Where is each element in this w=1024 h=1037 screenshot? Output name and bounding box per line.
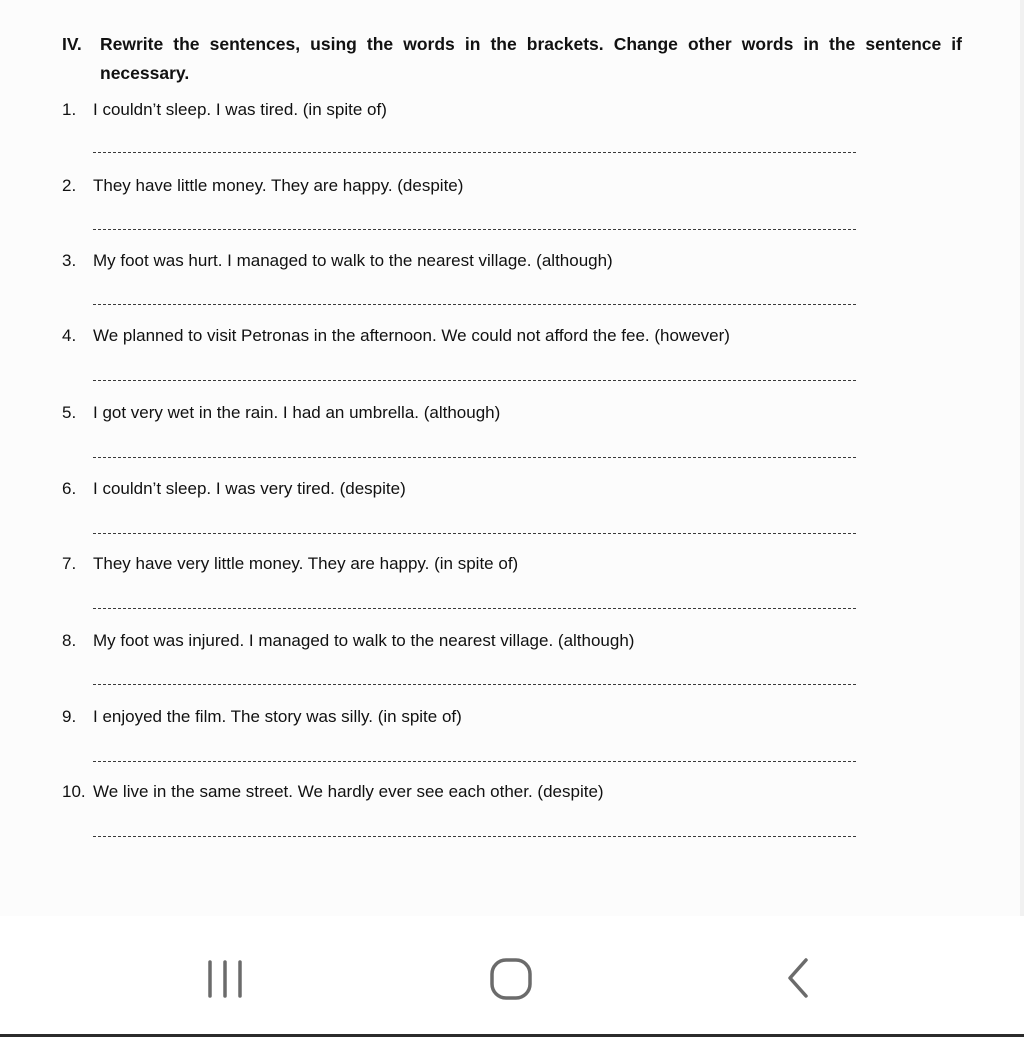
question-number: 5. <box>62 403 77 422</box>
answer-line[interactable] <box>93 457 856 458</box>
answer-line[interactable] <box>93 304 856 305</box>
question-number: 2. <box>62 176 77 195</box>
question-number: 7. <box>62 554 77 573</box>
home-button[interactable] <box>481 952 541 1012</box>
home-icon <box>481 952 541 1012</box>
answer-line[interactable] <box>93 761 856 762</box>
question-text: I couldn’t sleep. I was tired. (in spite of) <box>93 100 387 119</box>
question-number: 3. <box>62 251 77 270</box>
exercise-number: IV. <box>62 34 82 54</box>
back-button[interactable] <box>770 952 830 1012</box>
question-number: 10. <box>62 782 86 801</box>
question-number: 8. <box>62 631 77 650</box>
question-text: My foot was hurt. I managed to walk to the nearest village. (although) <box>93 251 613 270</box>
question-text: I got very wet in the rain. I had an umbrella. (although) <box>93 403 501 422</box>
question-text: They have very little money. They are happy. (in spite of) <box>93 554 519 573</box>
system-navigation-bar <box>0 916 1024 1034</box>
question-text: They have little money. They are happy. (despite) <box>93 176 464 195</box>
question-text: I couldn’t sleep. I was very tired. (despite) <box>93 479 406 498</box>
question-text: We live in the same street. We hardly ever see each other. (despite) <box>93 782 604 801</box>
answer-line[interactable] <box>93 533 856 534</box>
question-text: My foot was injured. I managed to walk to the nearest village. (although) <box>93 631 635 650</box>
exercise-instruction: Rewrite the sentences, using the words in the brackets. Change other words in the sentence if necessary. <box>100 34 962 83</box>
back-icon <box>770 952 830 1012</box>
answer-line[interactable] <box>93 836 856 837</box>
answer-line[interactable] <box>93 229 856 230</box>
question-number: 4. <box>62 326 77 345</box>
exercise-heading <box>62 30 962 88</box>
recent-apps-button[interactable] <box>196 952 256 1012</box>
question-text: I enjoyed the film. The story was silly. (in spite of) <box>93 707 462 726</box>
question-text: We planned to visit Petronas in the afternoon. We could not afford the fee. (however) <box>93 326 730 345</box>
answer-line[interactable] <box>93 684 856 685</box>
answer-line[interactable] <box>93 152 856 153</box>
question-number: 6. <box>62 479 77 498</box>
answer-line[interactable] <box>93 608 856 609</box>
recent-apps-icon <box>196 952 256 1012</box>
question-number: 9. <box>62 707 77 726</box>
answer-line[interactable] <box>93 380 856 381</box>
question-number: 1. <box>62 100 77 119</box>
